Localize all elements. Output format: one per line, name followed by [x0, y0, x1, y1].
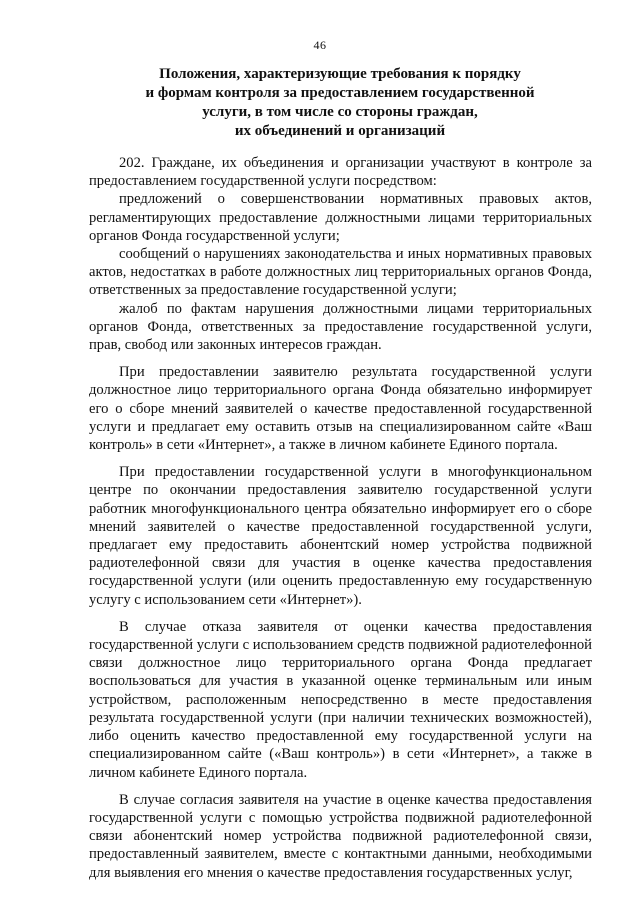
paragraph-refusal-case: В случае отказа заявителя от оценки качества предоставления государственной услуги с использованием средств подвижной радиотелефонной связи должностное лицо территориального органа Фонда предлагает воспользоваться для участия в указанной оценке терминальным или иным устройством, расположенным непосредственно в месте предоставления результата государственной услуги (при наличии технических возможностей), либо оценить качество предоставленной ему государственной услуги на специализированном сайте («Ваш контроль») в сети «Интернет», а также в личном кабинете Единого портала. [89, 618, 592, 781]
paragraph-consent-case: В случае согласия заявителя на участие в оценке качества предоставления государственной услуги с помощью устройства подвижной радиотелефонной связи абонентский номер устройства подвижной радиотелефонной связи, предоставленный заявителем, вместе с контактными данными, необходимыми для выявления его мнения о качестве предоставления государственных услуг, [89, 791, 592, 881]
paragraph-reports: сообщений о нарушениях законодательства и иных нормативных правовых актов, недостатках в работе должностных лиц территориальных органов Фонда, ответственных за предоставление государственной услуги; [89, 246, 592, 299]
heading-line: услуги, в том числе со стороны граждан, [202, 104, 478, 120]
page-number: 46 [313, 38, 327, 52]
section-heading [90, 65, 590, 141]
heading-line: их объединений и организаций [234, 123, 446, 139]
heading-line: и формам контроля за предоставлением государственной [145, 85, 535, 101]
paragraph-proposals: предложений о совершенствовании нормативных правовых актов, регламентирующих предоставление должностными лицами территориальных органов Фонда государственной услуги; [89, 191, 592, 244]
paragraph-complaints: жалоб по фактам нарушения должностными лицами территориальных органов Фонда, ответственных за предоставление государственной услуги, прав, свобод или законных интересов граждан. [89, 300, 592, 354]
body-text [89, 154, 592, 882]
heading-line: Положения, характеризующие требования к порядку [159, 66, 521, 82]
paragraph-mfc-feedback: При предоставлении государственной услуги в многофункциональном центре по окончании предоставления заявителю государственной услуги работник многофункционального центра обязательно информирует его о сборе мнений заявителей о качестве предоставленной государственной услуги, предлагает ему предоставить абонентский номер устройства подвижной радиотелефонной связи для участия в оценке качества предоставления государственной услуги (или оценить предоставленную ему государственную услугу с использованием сети «Интернет»). [89, 464, 592, 608]
paragraph-feedback-portal: При предоставлении заявителю результата государственной услуги должностное лицо территориального органа Фонда обязательно информирует его о сборе мнений заявителей о качестве предоставленной государственной услуги и предлагает ему оставить отзыв на специализированном сайте «Ваш контроль» в сети «Интернет», а также в личном кабинете Единого портала. [89, 364, 592, 454]
paragraph-202-intro: 202. Граждане, их объединения и организации участвуют в контроле за предоставлением государственной услуги посредством: [89, 155, 592, 190]
